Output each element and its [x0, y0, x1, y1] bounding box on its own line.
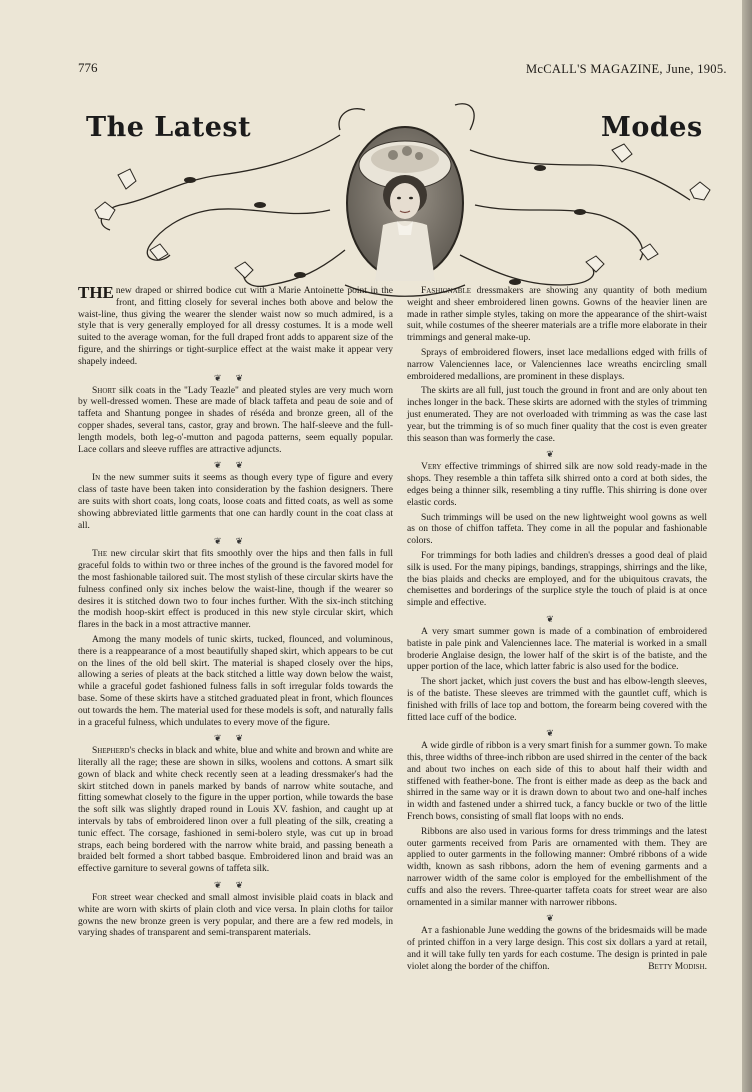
running-header: McCALL'S MAGAZINE, June, 1905. [526, 62, 727, 76]
leaf-separator-icon: ❦❦ [213, 880, 258, 891]
article-paragraph: The short jacket, which just covers the bust and has elbow-length sleeves, is of the batiste. These sleeves are trimmed with the gauntlet cuff, which is finished with frills of lace top and bottom, the forearm being covered with the fitted lace cuff of the bodice. [407, 677, 707, 723]
article-paragraph: A very smart summer gown is made of a combination of embroidered batiste in pale pink and Valenciennes lace. The material is worked in a small broderie Anglaise design, the lower half of the skirt is of the batiste, and the upper portion of the lace, which latter fabric is also used for the bodice. [407, 626, 707, 673]
page-title-left: The Latest [86, 112, 252, 143]
leaf-separator-icon: ❦ [546, 913, 568, 924]
page-number: 776 [78, 60, 98, 75]
article-paragraph: The new circular skirt that fits smoothly over the hips and then falls in full graceful folds to within two or three inches of the ground is the favored model for the most fashionable tailored suit. The most stylish of these circular skirts have the fulness confined only six inches below the waist-line, though if the wearer so desires it is stitched down two to four inches further. With the six-inch stitching the modish hoop-skirt effect is produced in this new style circular skirt, which flares in the back in a most attractive manner. [78, 549, 393, 631]
leaf-separator-icon: ❦❦ [213, 372, 258, 383]
article-paragraph: THE new draped or shirred bodice cut with a Marie Antoinette point in the front, and fitting closely for several inches both above and below the waist-line, thus giving the wearer the slender waist now so much admired, is a style that is very generally employed for all dressy costumes. It is a mode well suited to the average woman, for the full draped front adds to apparent size of the figure, and the shirrings or tight-surplice effect at the waist make it appear very shapely indeed. [78, 283, 393, 367]
leaf-separator-icon: ❦ [546, 613, 568, 624]
article-paragraph: Sprays of embroidered flowers, inset lace medallions edged with frills of narrow Valenciennes lace, or Valenciennes lace wreaths encircling small embroidered medallions, are prominent in these displays. [407, 347, 707, 382]
article-paragraph: The skirts are all full, just touch the ground in front and are only about ten inches longer in the back. These skirts are adorned with the styles of trimming just enumerated. They are not overloaded with trimming as was the case last year, but the trimming is of so much finer quality that the cost is even greater this season than was formerly the case. [407, 386, 707, 444]
right-column [407, 286, 707, 977]
portrait-with-hat-illustration [345, 125, 465, 283]
leaf-separator-icon: ❦❦ [213, 536, 258, 547]
page-title-right: Modes [601, 112, 703, 143]
article-paragraph: For trimmings for both ladies and children's dresses a good deal of plaid silk is used. For the many pipings, bandings, strappings, shirrings and the like, the bias plaids and checks are employed, and for the ubiquitous cravats, the chemisettes and borderings of the surplice style the touch of plaid is at once simple and effective. [407, 550, 707, 609]
author-signature: Betty Modish. [648, 961, 707, 972]
article-paragraph: Very effective trimmings of shirred silk are now sold ready-made in the shops. They resemble a thin taffeta silk shirred onto a cord at both sides, the edges being a thinner silk, resembling a tiny ruffle. This shirring is done over elastic cords. [407, 462, 707, 508]
leaf-separator-icon: ❦❦ [213, 460, 258, 471]
article-paragraph: At a fashionable June wedding the gowns of the bridesmaids will be made of printed chiffon in a very large design. This cost six dollars a yard at retail, and it will take fully ten yards for each costume. The design is printed in pale violet along the border of the chiffon. Betty Modish. [407, 926, 707, 972]
article-paragraph: For street wear checked and small almost invisible plaid coats in black and white are worn with skirts of plain cloth and vice versa. In plain cloths for tailor gowns the new bronze green is very popular, and there are a few red models, in varying shades of transparent and semi-transparent materials. [78, 893, 393, 939]
page-edge [742, 0, 752, 1092]
article-paragraph: Short silk coats in the "Lady Teazle" and pleated styles are very much worn by well-dressed women. These are made of black taffeta and peau de soie and of taffeta and Shantung pongee in shades of réséda and bronze green, all of the copper shades, several tans, castor, gray and brown. The half-sleeve and the full-length models, both leg-o'-mutton and pagoda patterns, seem equally popular. Lace collars and sleeve ruffles are attractive adjuncts. [78, 385, 393, 455]
article-paragraph: Such trimmings will be used on the new lightweight wool gowns as well as on those of chiffon taffeta. They come in all the popular and fashionable colors. [407, 512, 707, 547]
left-column [78, 283, 393, 943]
article-paragraph: In the new summer suits it seems as though every type of figure and every class of taste have been taken into consideration by the fashion designers. There are suits with short coats, long coats, loose coats and fitted coats, as well as some showing abbreviated little garments that one can hardly count in the coat class at all. [78, 473, 393, 531]
article-paragraph: Shepherd's checks in black and white, blue and white and brown and white are literally all the rage; these are shown in silks, woolens and cottons. A smart silk gown of black and white check recently seen at a leading dressmaker's had the skirt stitched down in panels marked by bands of narrow white soutache, and fitting somewhat closely to the figure in the upper portion, while towards the base the soft silk was slightly draped round in Louis XV. fashion, and caught up at intervals by tabs of embroidered linon over a full pleating of the silk, creating a tunic effect. The corsage, fashioned in semi-bolero style, was cut up in broad straps, each being bordered with the narrow white braid, and passing beneath a braided belt formed a short tabbed basque. Embroidered linon and braid was an effective garniture to several gowns of taffeta silk. [78, 746, 393, 875]
drop-cap: THE [78, 283, 114, 302]
article-paragraph: Among the many models of tunic skirts, tucked, flounced, and voluminous, there is a reappearance of a most beautifully shaped skirt, which appears to be cut on the lines of the old bell skirt. The material is shaped closely over the hips, allowing a series of pleats at the back stitched a little way down below the waist, while a graceful godet fashioned fulness falls in soft irregular folds towards the base. Some of these skirts have a stitched graduated pleat in front, which flounces out towards the hem. The material used for these models is soft, and naturally falls in a graceful fulness, which undulates to every move of the figure. [78, 634, 393, 728]
article-paragraph: Fashionable dressmakers are showing any quantity of both medium weight and sheer embroidered linen gowns. Gowns of the heavier linen are made in rather simple styles, taking on more the appearance of the shirt-waist suit, while costumes of the sheerer materials are a trifle more elaborate in their trimmings and general make-up. [407, 286, 707, 344]
leaf-separator-icon: ❦ [546, 449, 568, 460]
article-paragraph: A wide girdle of ribbon is a very smart finish for a summer gown. To make this, three widths of three-inch ribbon are used shirred in the center of the back and about two inches on each side of this to about half their width and stiffened with feather-bone. The front is either made as deep as the back and shirred in the same way or it is drawn down to about two and one-half inches in width and fastened under a shirred tuck, a fancy buckle or two of the little French bows, consisting of small flat loops with no ends. [407, 741, 707, 823]
article-paragraph: Ribbons are also used in various forms for dress trimmings and the latest outer garments received from Paris are ornamented with them. They are applied to outer garments in the following manner: Ombré ribbons of a wide width, known as sash ribbons, adorn the hem of evening garments and a narrower width of the same color is employed for the embellishment of the cuffs and also the revers. Three-quarter taffeta coats for street wear are also ornamented in a similar manner with narrower ribbons. [407, 826, 707, 908]
leaf-separator-icon: ❦ [546, 728, 568, 739]
leaf-separator-icon: ❦❦ [213, 733, 258, 744]
